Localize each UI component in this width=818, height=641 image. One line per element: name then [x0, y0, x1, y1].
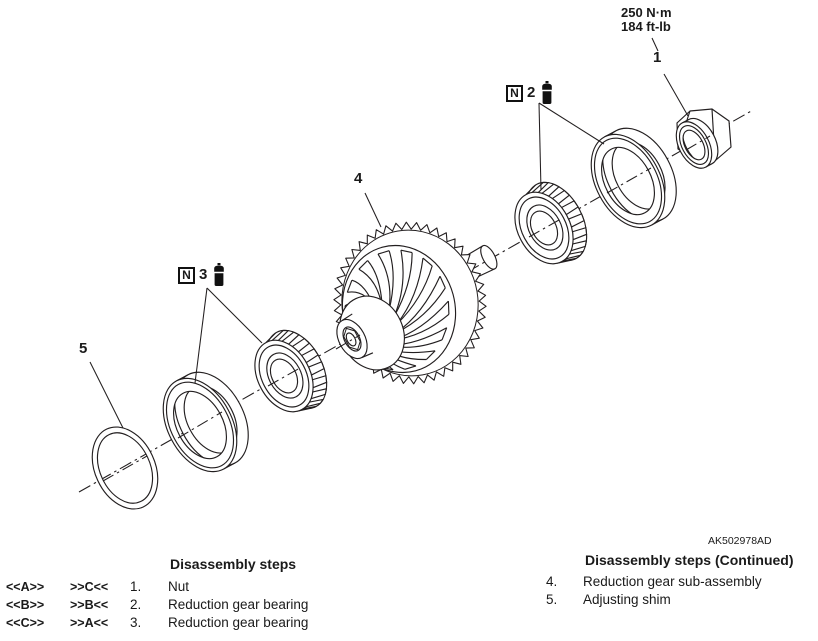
lubricant-bottle-icon	[211, 263, 227, 287]
legend-row	[546, 573, 794, 591]
item-number: 5.	[546, 592, 558, 607]
callout-4: 4	[354, 170, 363, 187]
callout-1: 1	[653, 49, 662, 66]
legend-right	[546, 552, 794, 609]
callout-2-number: 2	[527, 84, 536, 101]
legend-right-title: Disassembly steps (Continued)	[585, 552, 794, 568]
item-name: Reduction gear bearing	[168, 597, 309, 612]
callout-3-number: 3	[199, 266, 208, 283]
figure-code: AK502978AD	[708, 535, 772, 547]
item-number: 1.	[130, 579, 142, 594]
direction-code: >>B<<	[70, 598, 109, 612]
legend-left-title: Disassembly steps	[170, 556, 297, 572]
item-name: Reduction gear bearing	[168, 615, 309, 630]
callout-2	[506, 85, 555, 105]
direction-code: <<A>>	[6, 580, 45, 594]
item-number: 2.	[130, 597, 142, 612]
new-part-symbol: N	[178, 267, 195, 284]
item-name: Nut	[168, 579, 190, 594]
item-number: 4.	[546, 574, 558, 589]
torque-spec-label	[621, 6, 672, 34]
item-number: 3.	[130, 615, 142, 630]
new-part-symbol: N	[506, 85, 523, 102]
lubricant-bottle-icon	[539, 81, 555, 105]
legend-left	[6, 556, 308, 632]
callout-3	[178, 267, 227, 287]
reduction-gear-drawing	[328, 219, 490, 386]
legend-row	[6, 596, 308, 614]
legend-row	[6, 578, 308, 596]
legend-row	[6, 614, 308, 632]
item-name: Adjusting shim	[583, 592, 671, 607]
item-name: Reduction gear sub-assembly	[583, 574, 762, 589]
direction-code: <<C>>	[6, 616, 45, 630]
legend-row	[546, 591, 794, 609]
bearing-drawing	[241, 320, 339, 425]
direction-code: >>C<<	[70, 580, 109, 594]
torque-ftlb: 184 ft-lb	[621, 19, 671, 34]
direction-code: <<B>>	[6, 598, 45, 612]
torque-nm: 250 N·m	[621, 5, 672, 20]
direction-code: >>A<<	[70, 616, 109, 630]
callout-5: 5	[79, 340, 88, 357]
